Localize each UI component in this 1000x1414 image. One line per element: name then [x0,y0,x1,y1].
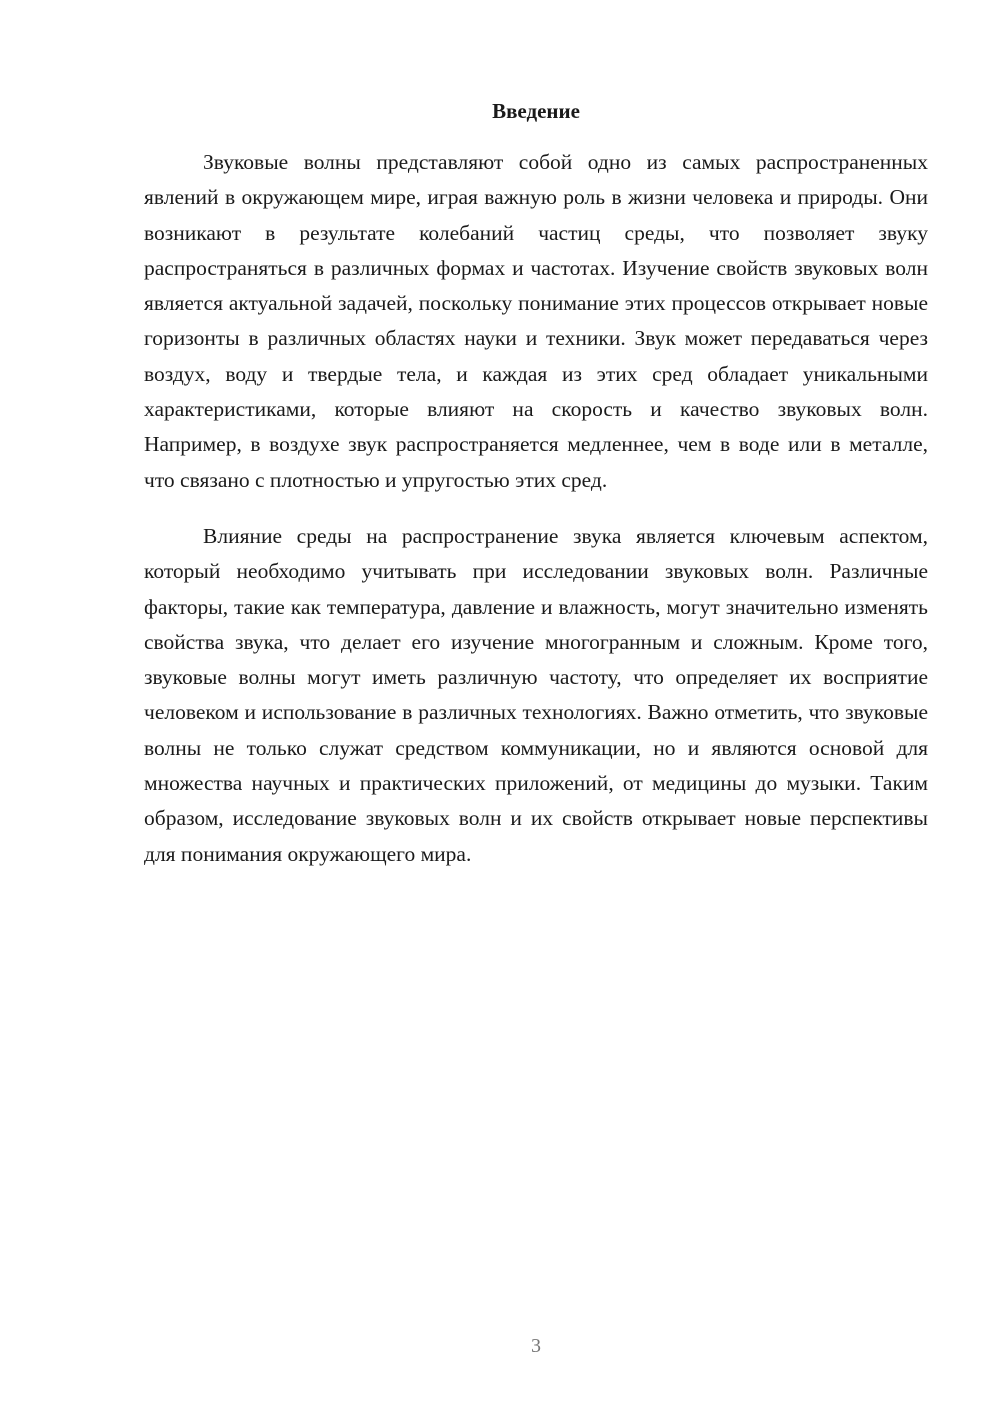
page-content [144,98,928,872]
page-number: 3 [531,1335,541,1357]
section-title: Введение [492,99,580,123]
paragraph-1: Звуковые волны представляют собой одно из самых распространенных явлений в окружающем мире, играя важную роль в жизни человека и природы. Они возникают в результате колебаний частиц среды, что позволяет звуку распространяться в различных формах и частотах. Изучение свойств звуковых волн является актуальной задачей, поскольку понимание этих процессов открывает новые горизонты в различных областях науки и техники. Звук может передаваться через воздух, воду и твердые тела, и каждая из этих сред обладает уникальными характеристиками, которые влияют на скорость и качество звуковых волн. Например, в воздухе звук распространяется медленнее, чем в воде или в металле, что связано с плотностью и упругостью этих сред. [144,150,928,492]
paragraph-2: Влияние среды на распространение звука является ключевым аспектом, который необходимо учитывать при исследовании звуковых волн. Различные факторы, такие как температура, давление и влажность, могут значительно изменять свойства звука, что делает его изучение многогранным и сложным. Кроме того, звуковые волны могут иметь различную частоту, что определяет их восприятие человеком и использование в различных технологиях. Важно отметить, что звуковые волны не только служат средством коммуникации, но и являются основой для множества научных и практических приложений, от медицины до музыки. Таким образом, исследование звуковых волн и их свойств открывает новые перспективы для понимания окружающего мира. [144,523,928,866]
